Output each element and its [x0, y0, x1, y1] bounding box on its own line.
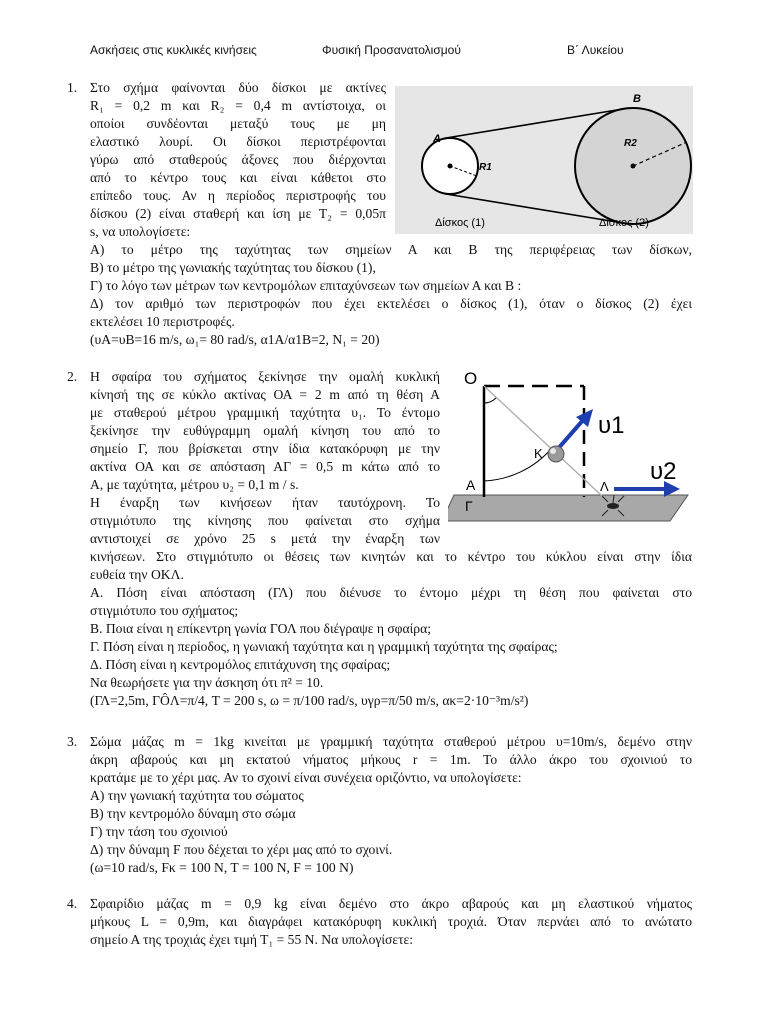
- question-c: Γ) το λόγο των μέτρων των κεντρομόλων επιταχύνσεων των σημείων Α και Β :: [90, 278, 522, 293]
- label-k: K: [534, 446, 543, 461]
- velocity-u1-arrow: [556, 419, 584, 451]
- answers-line: (υA=υB=16 m/s, ω₁= 80 rad/s, α1A/α1B=2, N₁ = 20): [90, 332, 380, 347]
- text-line: Α, με ταχύτητα, μέτρου υ₂ = 0,1 m / s.: [90, 477, 299, 492]
- question-b: Β. Ποια είναι η επίκεντρη γωνία ΓΟΛ που διέγραψε η σφαίρα;: [90, 621, 431, 636]
- text-line: κρατάμε με το χέρι μας. Αν το σχοινί είναι συνέχεια οριζόντιο, να υπολογίσετε:: [90, 770, 522, 785]
- text-line: στιγμιότυπο της κίνησης που φαίνεται στο σχήμα: [90, 513, 440, 528]
- label-b: B: [633, 93, 641, 105]
- question-a: Α) το μέτρο της ταχύτητας των σημείων Α και Β της περιφέρειας των δίσκων,: [90, 242, 692, 257]
- label-a: A: [433, 133, 441, 145]
- page-header: [0, 43, 768, 61]
- header-grade: Β΄ Λυκείου: [567, 43, 624, 57]
- text-line: σημείο Α της τροχιάς έχει τιμή Τ₁ = 55 Ν. Να υπολογίσετε:: [90, 932, 414, 947]
- exercise-number: 3.: [67, 734, 78, 749]
- text-line: Η σφαίρα του σχήματος ξεκίνησε την ομαλή κυκλική: [90, 369, 440, 384]
- label-a: A: [466, 477, 476, 493]
- label-o: O: [464, 369, 478, 388]
- question-b: Β) την κεντρομόλο δύναμη στο σώμα: [90, 806, 296, 821]
- text-line: Στο σχήμα φαίνονται δύο δίσκοι με ακτίνες: [90, 80, 386, 95]
- text-line: αντιστοιχεί σε χρόνο 25 s μετά την έναρξη των: [90, 531, 440, 546]
- text-line: από το κέντρο τους και είναι κάθετοι στο: [90, 170, 386, 185]
- text-line: δίσκου (2) είναι σταθερή και ίση με Τ₂ = 0,05π: [90, 206, 386, 221]
- header-topic: Ασκήσεις στις κυκλικές κινήσεις: [90, 43, 257, 57]
- question-d: Δ) την δύναμη F που δέχεται το χέρι μας από το σχοινί.: [90, 842, 393, 857]
- exercise-number: 4.: [67, 896, 78, 911]
- text-line: Η έναρξη των κινήσεων ήταν ταυτόχρονη. Το: [90, 495, 440, 510]
- text-line: κίνησή της σε κύκλο ακτίνας ΟΑ = 2 m από τη θέση Α: [90, 387, 440, 402]
- text-line: κινήσεων. Στο στιγμιότυπο οι θέσεις των κινητών και το κέντρο του κύκλου είναι στην ίδια: [90, 549, 692, 564]
- exercise-number: 2.: [67, 369, 78, 384]
- question-a: Α) την γωνιακή ταχύτητα του σώματος: [90, 788, 304, 803]
- text-line: s, να υπολογίσετε:: [90, 224, 191, 239]
- angle-arc: [484, 398, 496, 403]
- text-line: οποίοι συνδέονται μεταξύ τους με μη: [90, 116, 386, 131]
- text-line: R₁ = 0,2 m και R₂ = 0,4 m αντίστοιχα, οι: [90, 98, 386, 113]
- text-line: εκτελέσει 10 περιστροφές.: [90, 314, 235, 329]
- text-line: ευθεία την ΟΚΛ.: [90, 567, 184, 582]
- sphere-insect-figure: [448, 363, 696, 533]
- label-u1: υ1: [598, 412, 625, 439]
- label-lambda: Λ: [600, 479, 609, 494]
- question-d: Δ) τον αριθμό των περιστροφών που έχει εκτελέσει ο δίσκος (1), όταν ο δίσκος (2) έχει: [90, 296, 692, 311]
- ground-plane: [448, 495, 688, 521]
- text-line: σημείο Γ, που βρίσκεται στην ίδια κατακόρυφη με την: [90, 441, 440, 456]
- text-line: επίπεδο τους. Αν η περίοδος περιστροφής του: [90, 188, 386, 203]
- line-okl: [484, 386, 616, 509]
- text-line: μήκους L = 0,9m, και διαγράφει κατακόρυφη κυκλική τροχιά. Όταν περνάει από το ανώτατο: [90, 914, 692, 929]
- text-line: γύρω από σταθερούς άξονες που διέρχονται: [90, 152, 386, 167]
- header-subject: Φυσική Προσανατολισμού: [322, 43, 461, 57]
- text-line: Να θεωρήσετε για την άσκηση ότι π² = 10.: [90, 675, 324, 690]
- label-u2: υ2: [650, 458, 677, 485]
- disks-figure: [395, 86, 693, 234]
- text-line: άκρη αβαρούς και μη εκτατού νήματος μήκους r = 1m. Το άλλο άκρο του σχοινιού το: [90, 752, 692, 767]
- answers-line: (ΓΛ=2,5m, ΓÔΛ=π/4, T = 200 s, ω = π/100 rad/s, υγρ=π/50 m/s, ακ=2·10⁻³m/s²): [90, 693, 529, 708]
- text-line: Σώμα μάζας m = 1kg κινείται με γραμμική ταχύτητα σταθερού μέτρου υ=10m/s, δεμένο στην: [90, 734, 692, 749]
- text-line: ακτίνα ΟΑ και σε απόσταση ΑΓ = 0,5 m κάτω από το: [90, 459, 440, 474]
- caption-disk-1: Δίσκος (1): [435, 217, 485, 229]
- question-b: Β) το μέτρο της γωνιακής ταχύτητας του δίσκου (1),: [90, 260, 376, 275]
- sphere: [548, 446, 564, 462]
- question-c: Γ) την τάση του σχοινιού: [90, 824, 228, 839]
- text-line: ξεκίνησε την ευθύγραμμη ομαλή κίνηση του από το: [90, 423, 440, 438]
- text-line: Σφαιρίδιο μάζας m = 0,9 kg είναι δεμένο στο άκρο αβαρούς και μη ελαστικού νήματος: [90, 896, 692, 911]
- question-c: Γ. Πόση είναι η περίοδος, η γωνιακή ταχύτητα και η γραμμική ταχύτητα της σφαίρας;: [90, 639, 558, 654]
- text-line: με σταθερού μέτρου γραμμική ταχύτητα υ₁. Το έντομο: [90, 405, 440, 420]
- sphere-highlight: [550, 448, 556, 454]
- caption-disk-2: Δίσκος (2): [599, 217, 649, 229]
- question-a: Α. Πόση είναι απόσταση (ΓΛ) που διένυσε το έντομο μέχρι τη θέση που φαίνεται στο: [90, 585, 692, 600]
- answers-line: (ω=10 rad/s, Fκ = 100 N, T = 100 N, F = 100 N): [90, 860, 354, 875]
- exercise-number: 1.: [67, 80, 78, 95]
- label-r2: R2: [624, 138, 637, 149]
- label-r1: R1: [479, 162, 492, 173]
- text-line: ελαστικό λουρί. Οι δίσκοι περιστρέφονται: [90, 134, 386, 149]
- text-line: στιγμιότυπο του σχήματος;: [90, 603, 239, 618]
- question-d: Δ. Πόση είναι η κεντρομόλος επιτάχυνση της σφαίρας;: [90, 657, 391, 672]
- label-gamma: Γ: [465, 498, 473, 514]
